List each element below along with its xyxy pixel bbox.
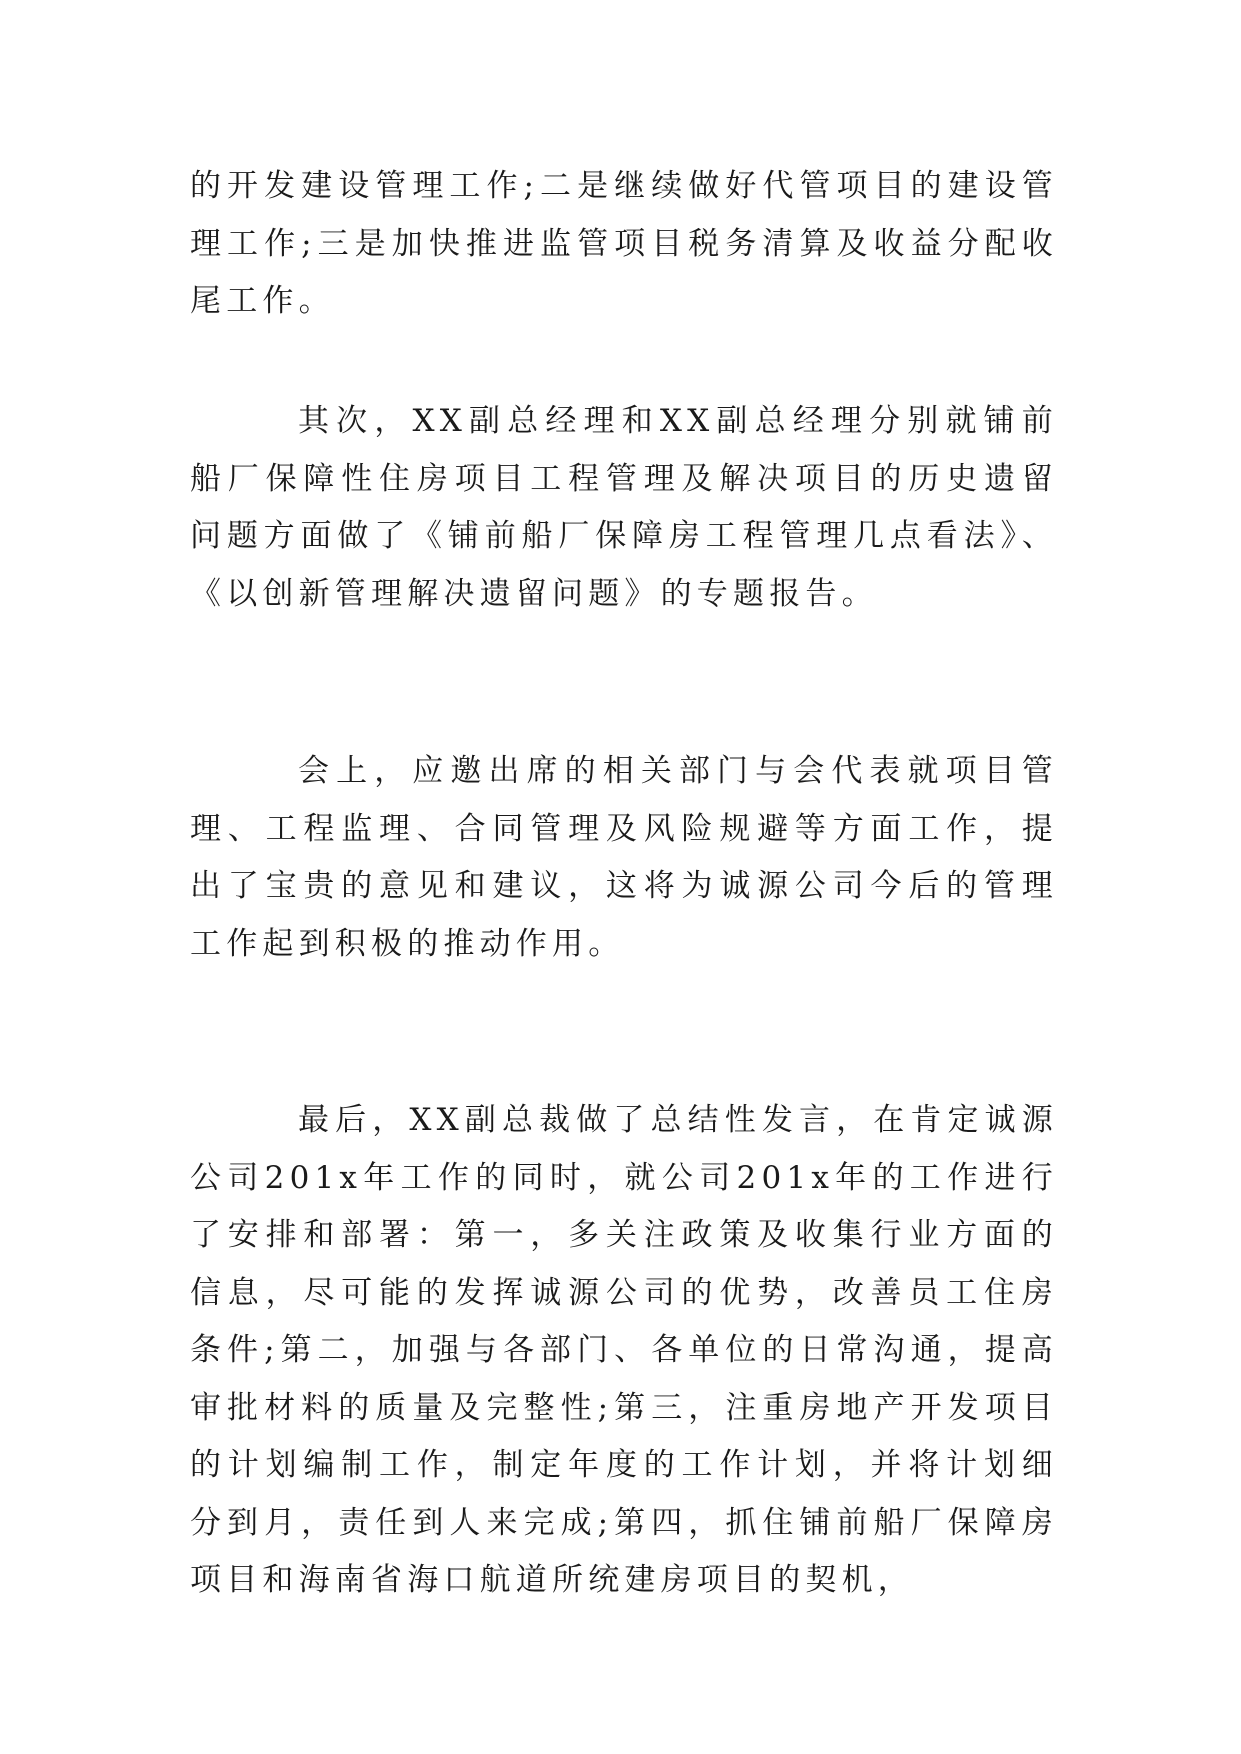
paragraph-continuation: 的开发建设管理工作;二是继续做好代管项目的建设管理工作;三是加快推进监管项目税务清算及收益分配收尾工作。: [190, 168, 1058, 319]
paragraph-meeting-feedback: 会上，应邀出席的相关部门与会代表就项目管理、工程监理、合同管理及风险规避等方面工作，提出了宝贵的意见和建议，这将为诚源公司今后的管理工作起到积极的推动作用。: [190, 753, 1058, 962]
paragraph-summary-speech: 最后，XX副总裁做了总结性发言，在肯定诚源公司201x年工作的同时，就公司201x年的工作进行了安排和部署：第一，多关注政策及收集行业方面的信息，尽可能的发挥诚源公司的优势，改善员工住房条件;第二，加强与各部门、各单位的日常沟通，提高审批材料的质量及完整性;第三，注重房地产开发项目的计划编制工作，制定年度的工作计划，并将计划细分到月，责任到人来完成;第四，抓住铺前船厂保障房项目和海南省海口航道所统建房项目的契机，: [190, 1102, 1058, 1598]
paragraph-reports: 其次，XX副总经理和XX副总经理分别就铺前船厂保障性住房项目工程管理及解决项目的历史遗留问题方面做了《铺前船厂保障房工程管理几点看法》、《以创新管理解决遗留问题》的专题报告。: [190, 403, 1058, 612]
